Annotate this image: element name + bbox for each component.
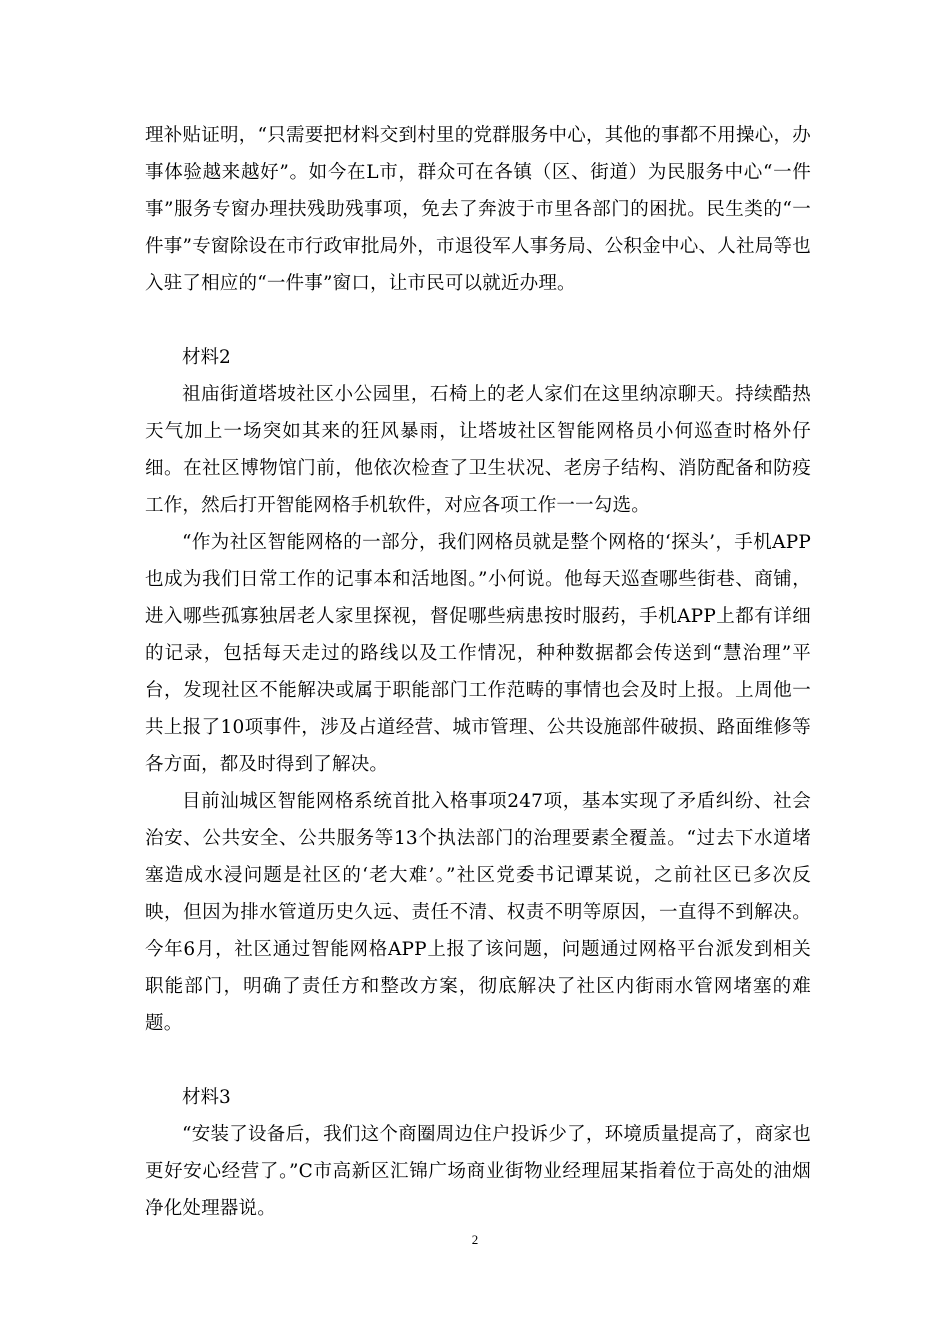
paragraph-grid-member-quote: “作为社区智能网格的一部分，我们网格员就是整个网格的‘探头’，手机APP也成为我们日常工作的记事本和活地图。”小何说。他每天巡查哪些街巷、商铺，进入哪些孤寡独居老人家里探视，督促哪些病患按时服药，手机APP上都有详细的记录，包括每天走过的路线以及工作情况，种种数据都会传送到“慧治理”平台，发现社区不能解决或属于职能部门工作范畴的事情也会及时上报。上周他一共上报了10项事件，涉及占道经营、城市管理、公共设施部件破损、路面维修等各方面，都及时得到了解决。 (145, 532, 811, 775)
material-3-heading: 材料3 (182, 1087, 231, 1108)
paragraph-grid-system: 目前汕城区智能网格系统首批入格事项247项，基本实现了矛盾纠纷、社会治安、公共安全、公共服务等13个执法部门的治理要素全覆盖。“过去下水道堵塞造成水浸问题是社区的‘老大难’。”社区党委书记谭某说，之前社区已多次反映，但因为排水管道历史久远、责任不清、权责不明等原因，一直得不到解决。今年6月，社区通过智能网格APP上报了该问题，问题通过网格平台派发到相关职能部门，明确了责任方和整改方案，彻底解决了社区内街雨水管网堵塞的难题。 (145, 791, 812, 1034)
paragraph-tapo-park: 祖庙街道塔坡社区小公园里，石椅上的老人家们在这里纳凉聊天。持续酷热天气加上一场突如其来的狂风暴雨，让塔坡社区智能网格员小何巡查时格外仔细。在社区博物馆门前，他依次检查了卫生状况、老房子结构、消防配备和防疫工作，然后打开智能网格手机软件，对应各项工作一一勾选。 (145, 384, 811, 516)
paragraph-commercial-street: “安装了设备后，我们这个商圈周边住户投诉少了，环境质量提高了，商家也更好安心经营了。”C市高新区汇锦广场商业街物业经理屈某指着位于高处的油烟净化处理器说。 (145, 1124, 811, 1219)
paragraph-continued: 理补贴证明，“只需要把材料交到村里的党群服务中心，其他的事都不用操心，办事体验越来越好”。如今在L市，群众可在各镇（区、街道）为民服务中心“一件事”服务专窗办理扶残助残事项，免去了奔波于市里各部门的困扰。民生类的“一件事”专窗除设在市行政审批局外，市退役军人事务局、公积金中心、人社局等也入驻了相应的“一件事”窗口，让市民可以就近办理。 (145, 125, 811, 294)
section-gap (145, 1042, 811, 1079)
page-number: 2 (471, 1232, 479, 1247)
material-2-heading: 材料2 (182, 347, 231, 368)
section-gap (145, 302, 811, 339)
document-body (145, 117, 811, 1227)
